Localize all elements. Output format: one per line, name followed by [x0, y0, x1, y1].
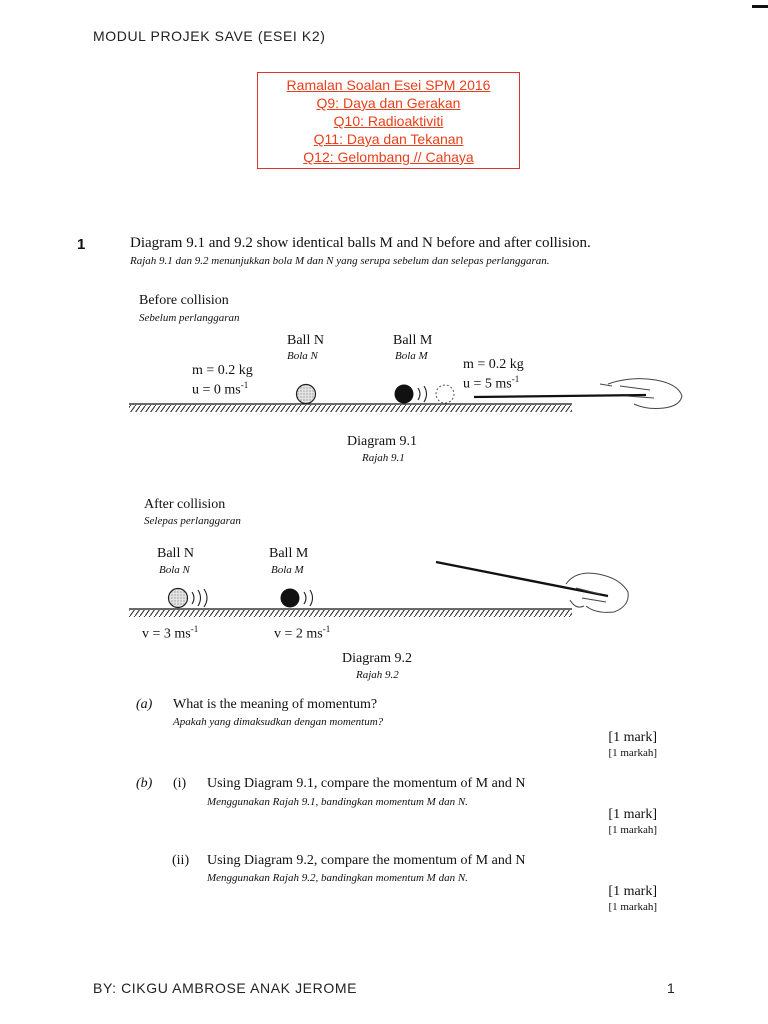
d2-ball-n-label: Ball N [157, 546, 194, 561]
d1-ball-m [395, 385, 414, 404]
diagram-9-2 [129, 562, 628, 617]
d1-ball-m-velocity: u = 5 $ms^{-1}$ [463, 374, 520, 392]
d2-ball-n-motion-lines [192, 589, 207, 607]
diagram-9-1 [129, 379, 682, 412]
d1-cue-stick [474, 395, 646, 397]
part-b-ii-label: (ii) [172, 853, 190, 868]
after-collision-heading-ms: Selepas perlanggaran [144, 515, 241, 527]
question-stem: Diagram 9.1 and 9.2 show identical balls M and N before and after collision. [130, 235, 591, 251]
d2-ball-m [281, 589, 300, 608]
diagram-9-2-caption: Diagram 9.2 [342, 651, 412, 666]
d1-ball-n-velocity: u = 0 $ms^{-1}$ [192, 380, 249, 398]
diagram-9-2-caption-ms: Rajah 9.2 [356, 669, 399, 681]
d1-ball-m-label-ms: Bola M [395, 350, 428, 362]
topic-q12[interactable]: Q12: Gelombang // Cahaya [303, 149, 474, 165]
d2-ball-m-label-ms: Bola M [271, 564, 304, 576]
d1-hand-icon [600, 379, 682, 409]
part-b-label: (b) [136, 776, 153, 791]
d2-ball-m-velocity: v = 2 $ms^{-1}$ [274, 624, 331, 642]
part-a-mark: [1 mark] [608, 730, 657, 745]
d1-ball-n [297, 385, 316, 404]
d2-ball-m-motion-lines [304, 590, 313, 606]
d1-ghost-ball [436, 385, 454, 403]
topic-q9[interactable]: Q9: Daya dan Gerakan [316, 95, 461, 111]
part-a-mark-ms: [1 markah] [608, 747, 657, 759]
d2-cue-stick [436, 562, 608, 596]
question-number: 1 [77, 236, 86, 253]
before-collision-heading: Before collision [139, 293, 229, 308]
d2-ball-n-label-ms: Bola N [159, 564, 190, 576]
page-number: 1 [667, 980, 675, 996]
part-b-i-question: Using Diagram 9.1, compare the momentum of M and N [207, 776, 526, 791]
part-b-ii-mark-ms: [1 markah] [608, 901, 657, 913]
part-a-label: (a) [136, 697, 153, 712]
part-b-ii-mark: [1 mark] [608, 884, 657, 899]
part-b-i-label: (i) [173, 776, 187, 791]
d2-ball-n [169, 589, 188, 608]
part-b-ii-question: Using Diagram 9.2, compare the momentum of M and N [207, 853, 526, 868]
d1-ball-n-mass: m = 0.2 kg [192, 363, 253, 378]
part-b-i-mark: [1 mark] [608, 807, 657, 822]
footer-author: BY: CIKGU AMBROSE ANAK JEROME [93, 980, 358, 996]
d1-track-hatching [129, 405, 572, 412]
diagram-9-1-caption: Diagram 9.1 [347, 434, 417, 449]
module-title: MODUL PROJEK SAVE (ESEI K2) [93, 28, 326, 44]
question-stem-ms: Rajah 9.1 dan 9.2 menunjukkan bola M dan N yang serupa sebelum dan selepas perlanggaran. [130, 255, 550, 267]
d2-ball-m-label: Ball M [269, 546, 309, 561]
diagram-9-1-caption-ms: Rajah 9.1 [362, 452, 405, 464]
topic-q11[interactable]: Q11: Daya dan Tekanan [313, 131, 464, 147]
d2-track-hatching [129, 610, 572, 617]
part-a-question-ms: Apakah yang dimaksudkan dengan momentum? [173, 716, 384, 728]
d1-ball-n-label: Ball N [287, 333, 324, 348]
part-b-ii-question-ms: Menggunakan Rajah 9.2, bandingkan momentum M dan N. [207, 872, 468, 884]
topic-heading[interactable]: Ramalan Soalan Esei SPM 2016 [286, 77, 491, 93]
part-a-question: What is the meaning of momentum? [173, 697, 378, 712]
d2-ball-n-velocity: v = 3 $ms^{-1}$ [142, 624, 199, 642]
part-b-i-question-ms: Menggunakan Rajah 9.1, bandingkan momentum M dan N. [207, 796, 468, 808]
part-b-i-mark-ms: [1 markah] [608, 824, 657, 836]
d1-ball-m-mass: m = 0.2 kg [463, 357, 524, 372]
d1-ball-n-label-ms: Bola N [287, 350, 318, 362]
d1-ball-m-label: Ball M [393, 333, 433, 348]
d1-motion-lines [418, 386, 427, 402]
after-collision-heading: After collision [144, 497, 226, 512]
topic-q10[interactable]: Q10: Radioaktiviti [333, 113, 444, 129]
before-collision-heading-ms: Sebelum perlanggaran [139, 312, 240, 324]
